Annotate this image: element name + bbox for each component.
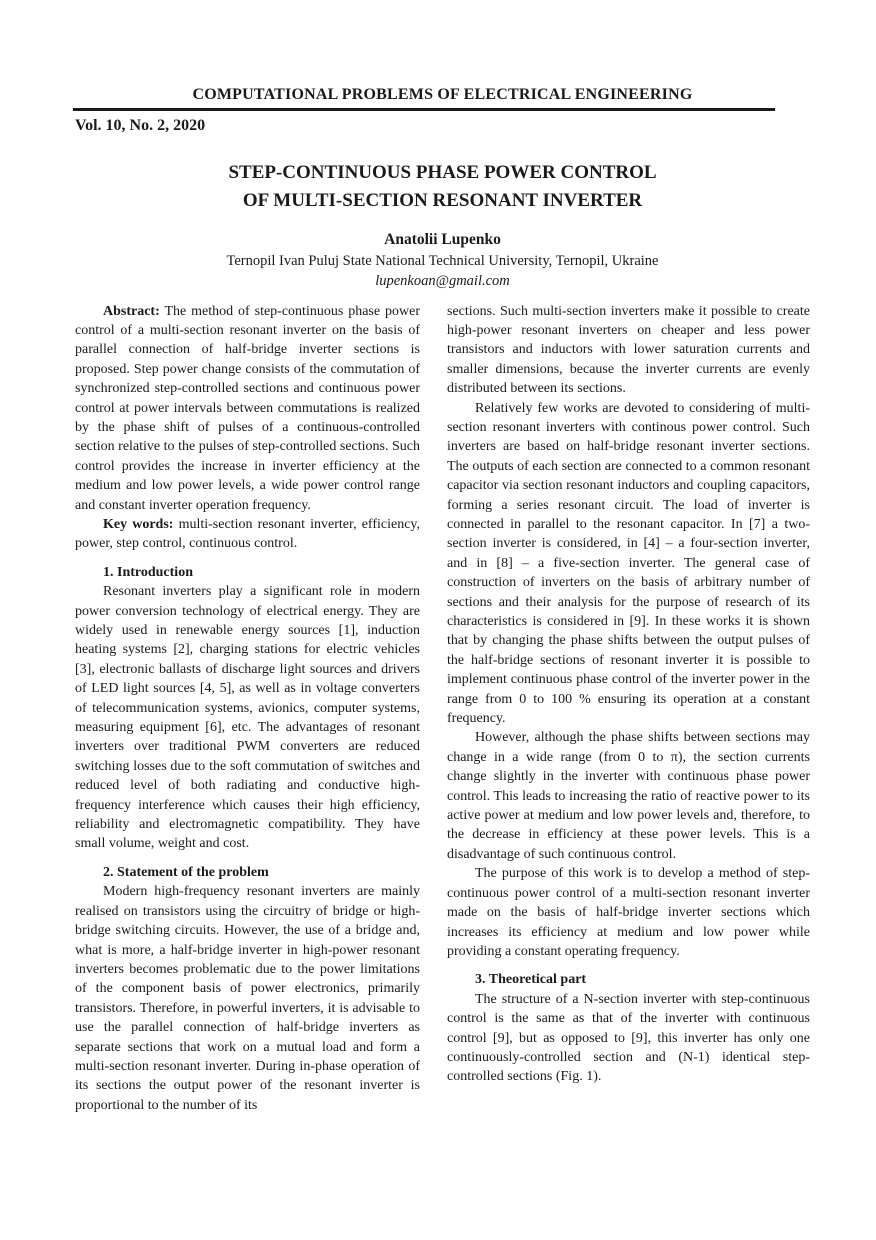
author-name: Anatolii Lupenko xyxy=(384,230,501,248)
journal-issue: Vol. 10, No. 2, 2020 xyxy=(75,116,206,134)
paper-title-line-2: OF MULTI-SECTION RESONANT INVERTER xyxy=(242,189,643,211)
section-3-heading: 3. Theoretical part xyxy=(475,972,587,988)
author-email: lupenkoan@gmail.com xyxy=(375,272,510,289)
abstract-paragraph xyxy=(75,302,420,515)
section-1-heading: 1. Introduction xyxy=(103,564,193,580)
keywords-paragraph xyxy=(75,515,420,554)
section-2-paragraph: Modern high-frequency resonant inverters are mainly realised on transistors using the circuitry of bridge or high-bridge switching circuits. However, the use of a bridge and, what is more, a half-bridge inverter in high-power resonant inverters becomes problematic due to the power limitations of the component basis of power electronics, primarily transistors. Therefore, in powerful inverters, it is advisable to use the parallel connection of half-bridge inverters as separate sections that work on a mutual load and form a multi-section resonant inverter. During in-phase operation of its sections the output power of the resonant inverter is proportional to the number of its xyxy=(75,884,420,1113)
author-block xyxy=(75,230,810,291)
section-2-heading: 2. Statement of the problem xyxy=(103,864,269,880)
keywords-text: multi-section resonant inverter, efficiency, power, step control, continuous control. xyxy=(75,516,421,552)
keywords-label: Key words: xyxy=(103,516,174,532)
left-column xyxy=(75,302,420,1116)
author-affiliation: Ternopil Ivan Puluj State National Technical University, Ternopil, Ukraine xyxy=(226,252,659,269)
two-column-body xyxy=(75,302,810,1116)
paper-title-line-1: STEP-CONTINUOUS PHASE POWER CONTROL xyxy=(228,161,657,183)
paper-title xyxy=(75,159,810,215)
header-rule xyxy=(73,108,775,111)
right-column xyxy=(447,302,810,1116)
journal-title: COMPUTATIONAL PROBLEMS OF ELECTRICAL ENGINEERING xyxy=(192,86,693,103)
section-3-paragraph: The structure of a N-section inverter with step-continuous control is the same as that of the inverter with continuous control [9], but as opposed to [9], this inverter has only one continuously-controlled section and (N-1) identical step-controlled sections (Fig. 1). xyxy=(447,991,810,1085)
section-2-continuation-paragraph: sections. Such multi-section inverters make it possible to create high-power resonant inverters on cheaper and less power transistors and inductors with lower saturation currents and smaller dimensions, because the inverter currents are evenly distributed between its sections. xyxy=(447,303,810,397)
abstract-label: Abstract: xyxy=(103,303,160,319)
section-1-paragraph: Resonant inverters play a significant role in modern power conversion technology of electrical energy. They are widely used in renewable energy sources [1], induction heating systems [2], charging stations for electric vehicles [3], electronic ballasts of discharge light sources and drivers of LED light sources [4, 5], as well as in voltage converters of telecommunication systems, avionics, computer systems, measuring equipment [6], etc. The advantages of resonant inverters over traditional PWM converters are reduced switching losses due to the soft commutation of switches and reduced level of both radiating and conductive high-frequency interference which causes their high efficiency, reliability and electromagnetic compatibility. They have small volume, weight and cost. xyxy=(75,584,420,852)
purpose-paragraph: The purpose of this work is to develop a method of step-continuous power control of a multi-section resonant inverter made on the basis of half-bridge inverter sections which increases its efficiency at medium and low power while providing a constant operating frequency. xyxy=(447,866,810,959)
abstract-text: The method of step-continuous phase power control of a multi-section resonant inverter on the basis of parallel connection of half-bridge inverter sections is proposed. Step power change consists of the commutation of synchronized step-controlled sections and continuous power control at power intervals between commutations is realized by the phase shift of pulses of a continuous-controlled section relative to the pulses of step-controlled sections. Such control provides the increase in inverter efficiency at the medium and low power levels, a wide power control range and constant inverter operation frequency. xyxy=(75,303,420,513)
limitation-paragraph: However, although the phase shifts between sections may change in a wide range (from 0 to π), the section currents change slightly in the inverter with continuous phase power control. This leads to increasing the ratio of reactive power to its active power at medium and low power levels and, therefore, to the decrease in efficiency at these power levels. This is a disadvantage of such continuous control. xyxy=(447,730,810,862)
related-work-paragraph: Relatively few works are devoted to considering of multi-section resonant inverters with continous power control. Such inverters are based on half-bridge resonant inverter sections. The outputs of each section are connected to a common resonant capacitor via section resonant inductors and coupling capacitors, forming a series resonant circuit. The load of inverter is connected in parallel to the resonant capacitor. In [7] a two-section inverter is considered, in [4] – a four-section inverter, and in [8] – a five-section inverter. The general case of construction of inverters on the basis of arbitrary number of sections and their analysis for the purpose of research of its characteristics is considered in [9]. In these works it is shown that by changing the phase shifts between the output pulses of the half-bridge sections of resonant inverter it is possible to implement continuous phase control of the inverter power in the range from 0 to 100 % ensuring its operation at a constant frequency. xyxy=(447,400,810,727)
